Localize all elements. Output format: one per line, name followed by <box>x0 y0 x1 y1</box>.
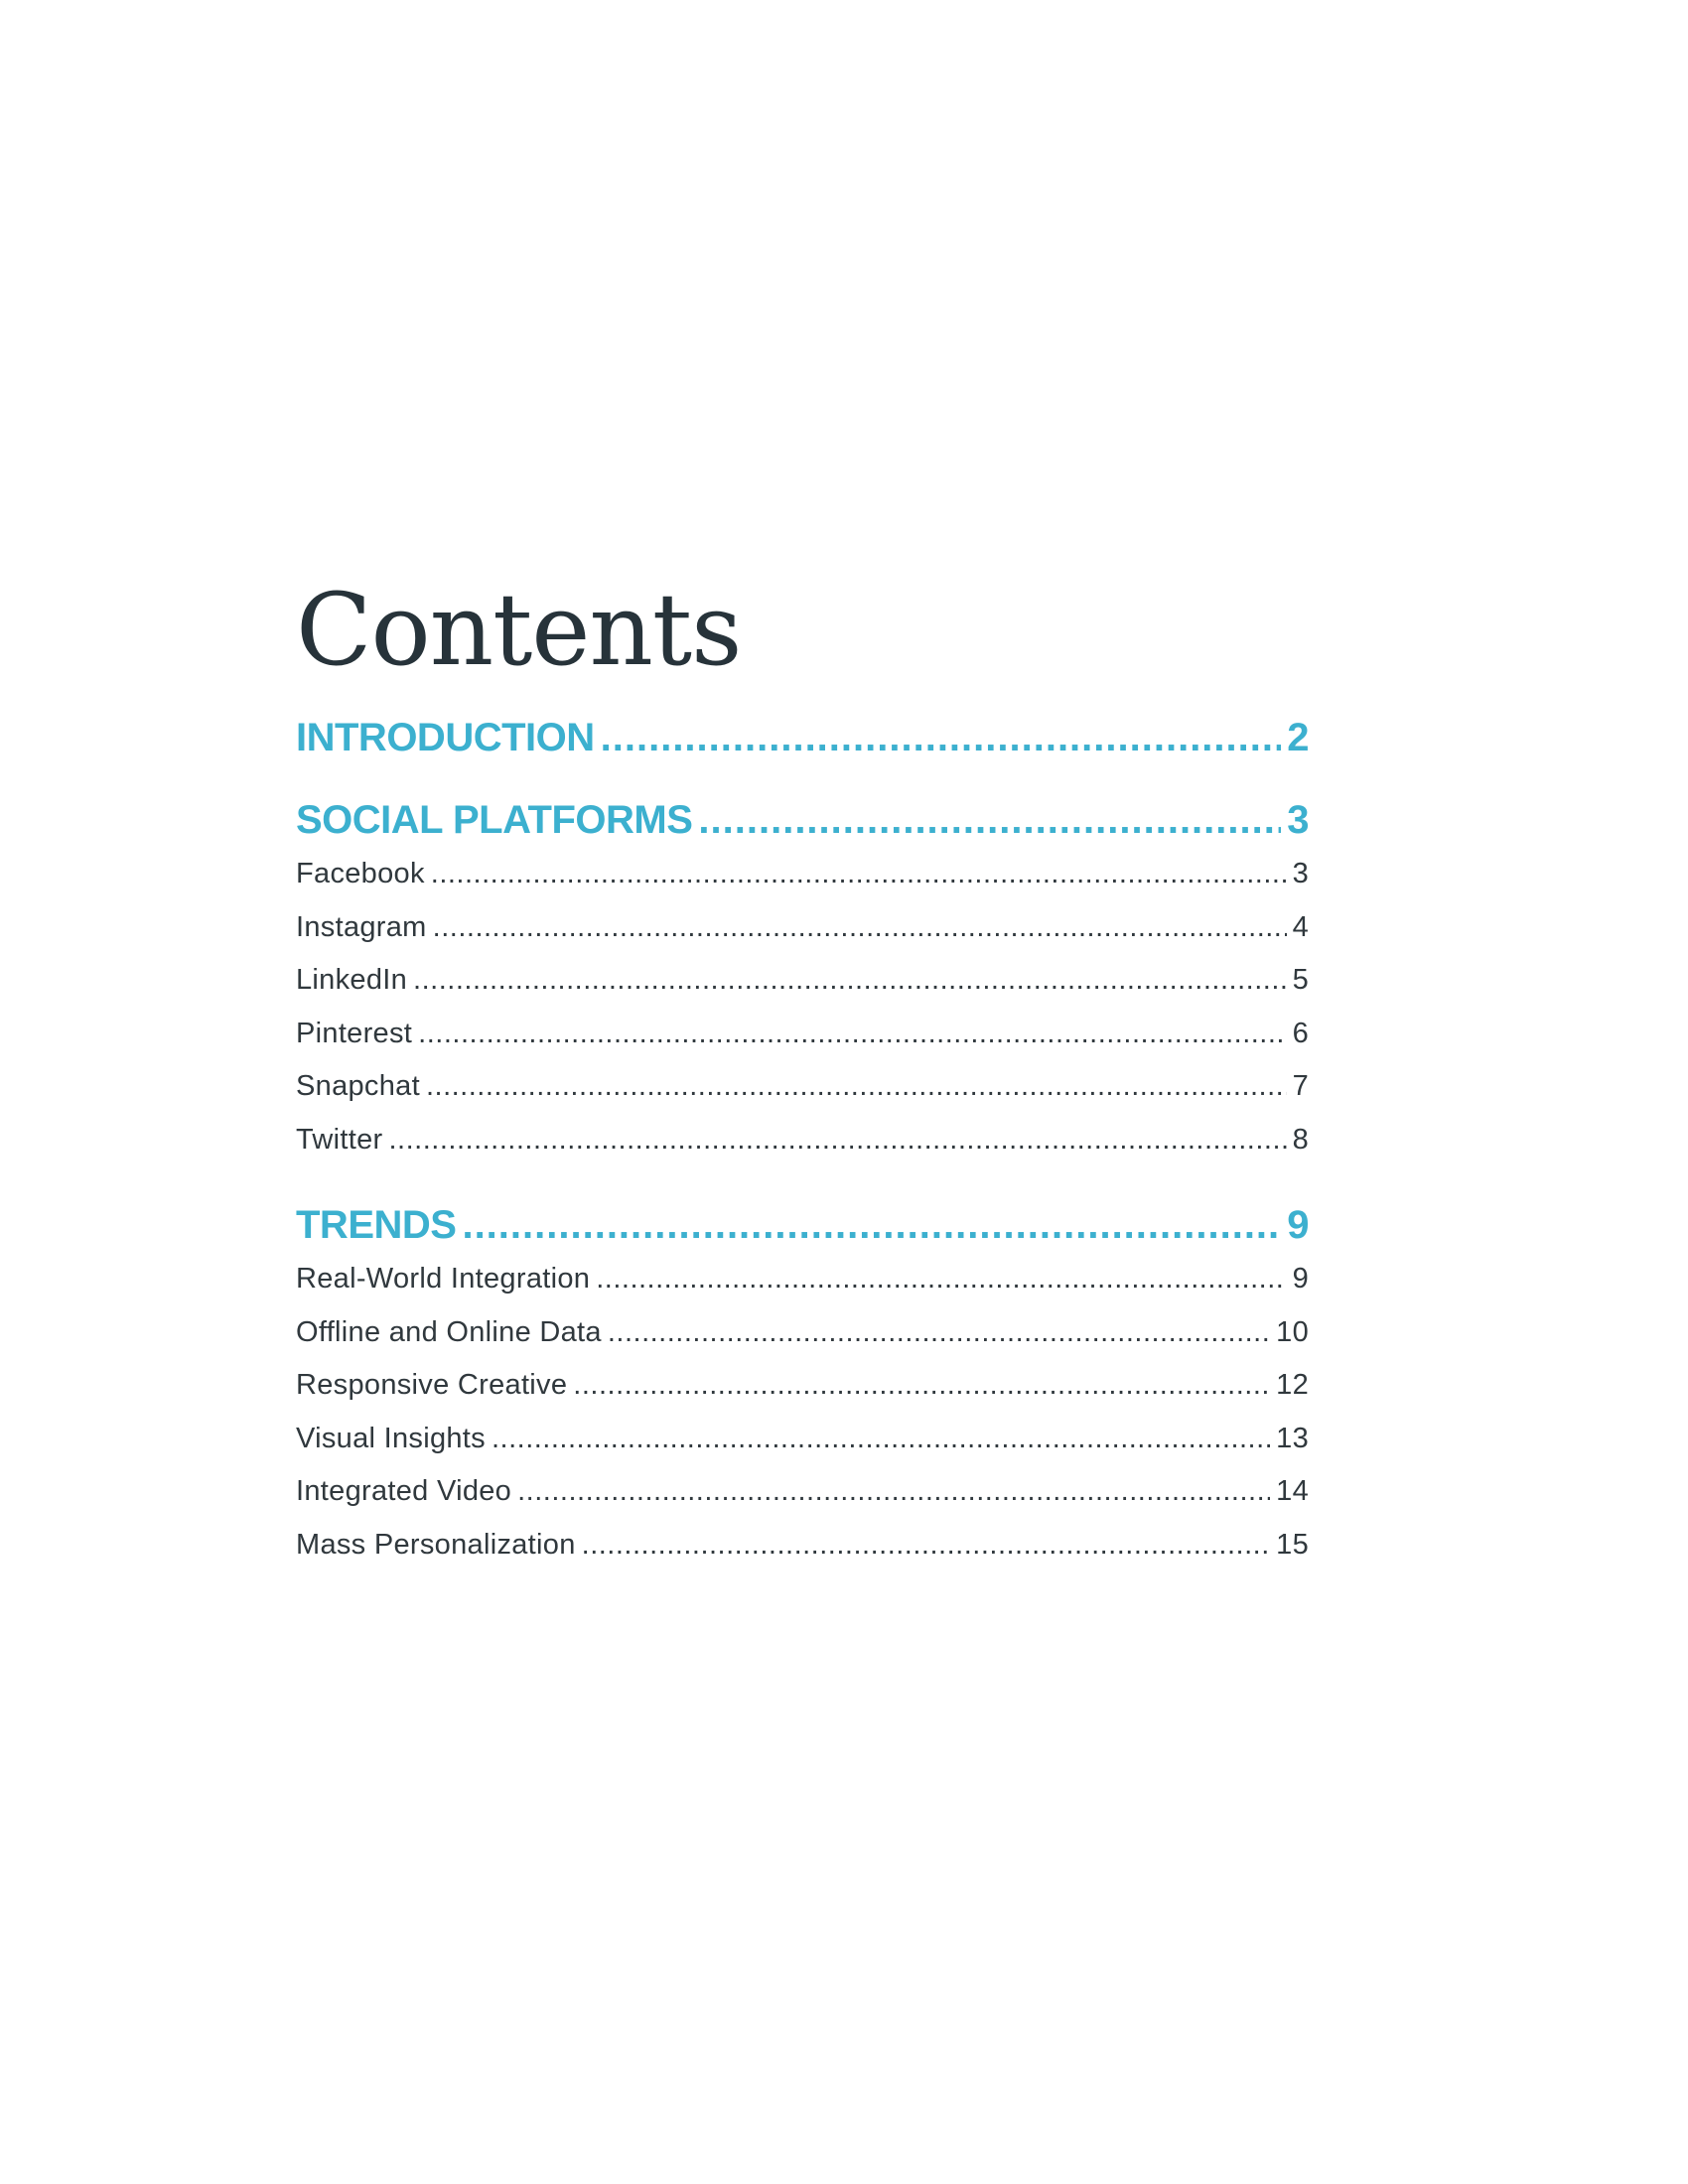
toc-page-number: 8 <box>1292 1123 1309 1156</box>
toc-entry-label: Real-World Integration <box>296 1263 591 1295</box>
toc-section-heading[interactable] <box>296 714 1309 761</box>
dot-leader <box>596 1253 1286 1306</box>
dot-leader <box>426 1060 1287 1114</box>
dot-leader <box>698 796 1281 844</box>
table-of-contents <box>296 572 1309 1571</box>
toc-page-number: 5 <box>1292 964 1309 996</box>
page-title: Contents <box>296 572 742 688</box>
toc-section-trends <box>296 1201 1309 1571</box>
toc-entry-visual-insights[interactable] <box>296 1413 1309 1466</box>
toc-page-number: 9 <box>1292 1263 1309 1295</box>
toc-page-number: 6 <box>1292 1017 1309 1049</box>
toc-entry-snapchat[interactable] <box>296 1060 1309 1114</box>
toc-entry-label: Snapchat <box>296 1070 420 1102</box>
toc-section-social-platforms <box>296 796 1309 1166</box>
dot-leader <box>418 1008 1286 1061</box>
toc-page-number: 4 <box>1292 910 1309 943</box>
toc-page-number: 14 <box>1276 1475 1309 1507</box>
dot-leader <box>431 848 1287 901</box>
toc-entry-real-world-integration[interactable] <box>296 1253 1309 1306</box>
toc-section-introduction <box>296 714 1309 761</box>
toc-entry-label: Integrated Video <box>296 1475 512 1507</box>
toc-page-number: 9 <box>1287 1203 1309 1247</box>
dot-leader <box>492 1413 1270 1466</box>
toc-section-heading[interactable] <box>296 796 1309 844</box>
toc-entry-instagram[interactable] <box>296 901 1309 955</box>
toc-entry-linkedin[interactable] <box>296 954 1309 1008</box>
toc-entry-label: Offline and Online Data <box>296 1315 602 1348</box>
toc-entry-label: Facebook <box>296 858 425 889</box>
toc-page-number: 12 <box>1276 1369 1309 1401</box>
toc-page-number: 3 <box>1287 798 1309 842</box>
toc-page-number: 15 <box>1276 1528 1309 1561</box>
toc-page-number: 2 <box>1287 716 1309 759</box>
toc-entry-label: Pinterest <box>296 1017 413 1049</box>
toc-entry-responsive-creative[interactable] <box>296 1359 1309 1413</box>
toc-page-number: 7 <box>1292 1070 1309 1102</box>
toc-entry-label: Twitter <box>296 1123 383 1156</box>
toc-entry-twitter[interactable] <box>296 1114 1309 1167</box>
toc-entry-label: LinkedIn <box>296 964 408 996</box>
toc-entry-facebook[interactable] <box>296 848 1309 901</box>
toc-entry-pinterest[interactable] <box>296 1008 1309 1061</box>
dot-leader <box>582 1519 1271 1572</box>
toc-entry-label: Responsive Creative <box>296 1369 568 1401</box>
toc-page-number: 3 <box>1292 858 1309 889</box>
toc-section-heading[interactable] <box>296 1201 1309 1249</box>
toc-section-title: TRENDS <box>296 1203 457 1247</box>
toc-entry-label: Instagram <box>296 910 427 943</box>
dot-leader <box>573 1359 1270 1413</box>
dot-leader <box>601 714 1282 761</box>
toc-section-title: INTRODUCTION <box>296 716 595 759</box>
dot-leader <box>462 1201 1281 1249</box>
dot-leader <box>433 901 1287 955</box>
dot-leader <box>608 1306 1270 1360</box>
toc-entry-label: Mass Personalization <box>296 1528 576 1561</box>
toc-page-number: 13 <box>1276 1422 1309 1454</box>
toc-entry-mass-personalization[interactable] <box>296 1519 1309 1572</box>
toc-page-number: 10 <box>1276 1315 1309 1348</box>
dot-leader <box>517 1465 1270 1519</box>
toc-entry-integrated-video[interactable] <box>296 1465 1309 1519</box>
toc-entry-offline-and-online-data[interactable] <box>296 1306 1309 1360</box>
dot-leader <box>413 954 1287 1008</box>
toc-entry-label: Visual Insights <box>296 1422 486 1454</box>
dot-leader <box>389 1114 1287 1167</box>
toc-section-title: SOCIAL PLATFORMS <box>296 798 693 842</box>
